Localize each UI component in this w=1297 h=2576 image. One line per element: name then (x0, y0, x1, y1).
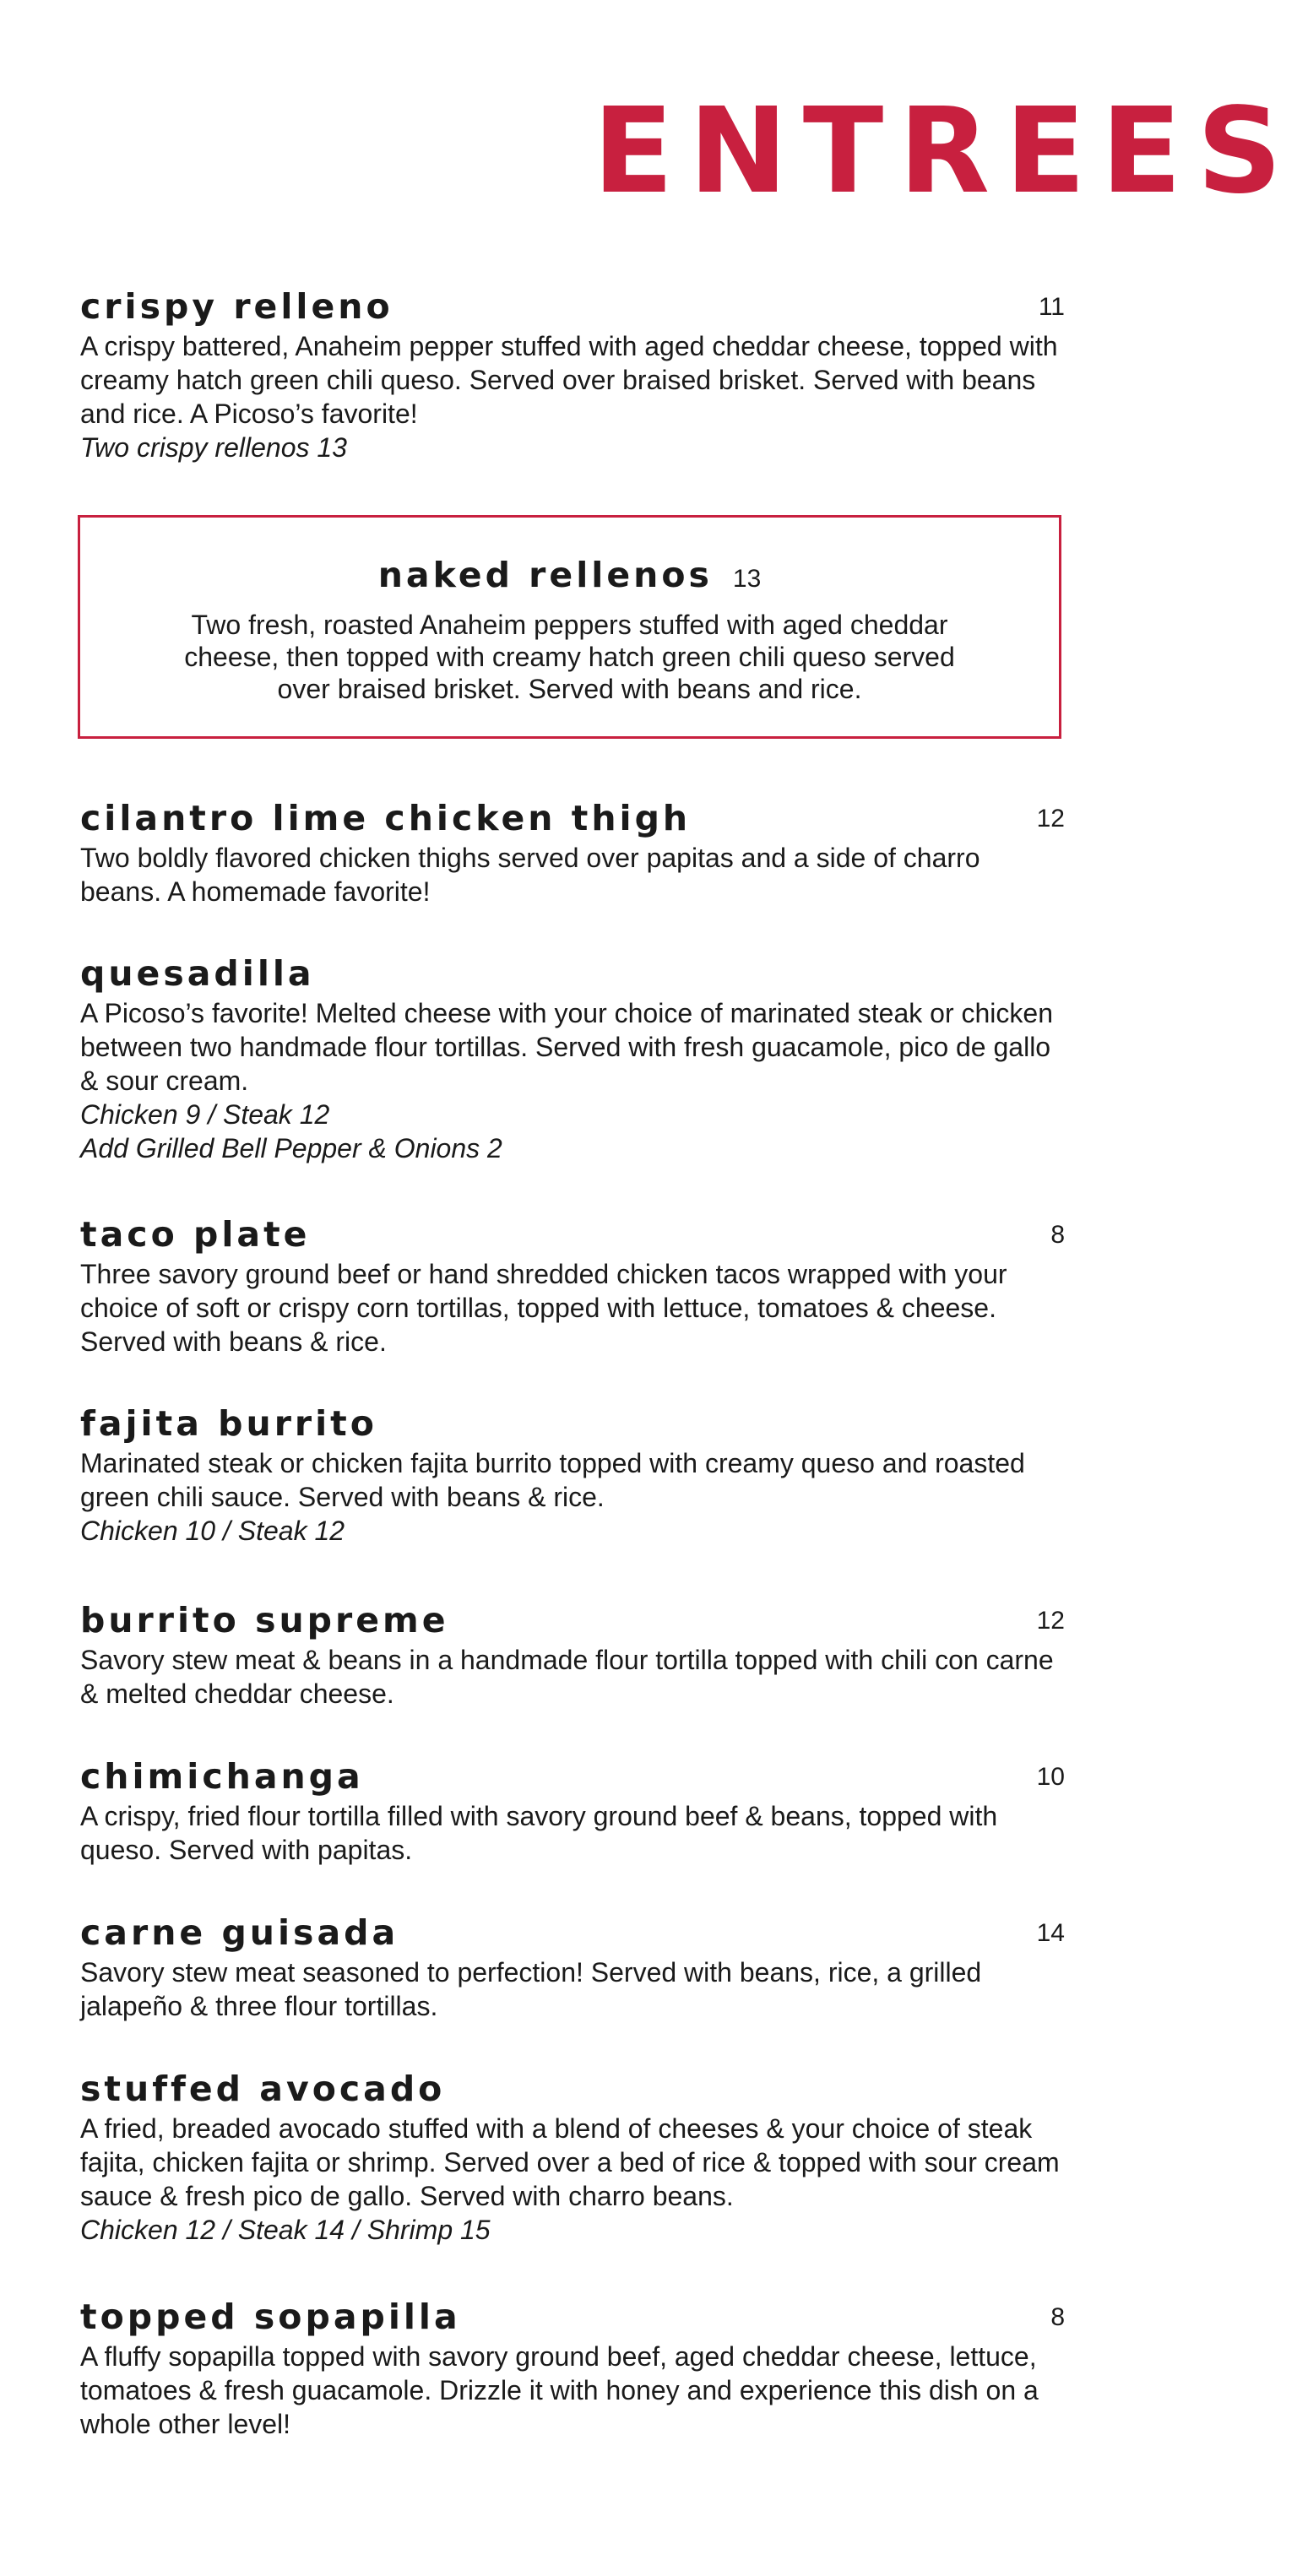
menu-item-price: 12 (1036, 1607, 1065, 1635)
menu-item-name: burrito supreme (80, 1600, 449, 1641)
menu-item-name: quesadilla (80, 953, 315, 994)
menu-item-addon: Add Grilled Bell Pepper & Onions 2 (80, 1133, 502, 1163)
menu-item-description: A crispy battered, Anaheim pepper stuffed with aged cheddar cheese, topped with creamy hatch green chili queso. Served over braised brisket. Served with beans and rice. A Picoso’s favorite! (80, 331, 1058, 429)
menu-item-price: 10 (1036, 1763, 1065, 1791)
menu-item-description: A crispy, fried flour tortilla filled with savory ground beef & beans, topped with queso. Served with papitas. (80, 1801, 998, 1865)
menu-item-description: Savory stew meat seasoned to perfection! Served with beans, rice, a grilled jalapeño & three flour tortillas. (80, 1957, 982, 2021)
menu-item-burrito-supreme (80, 1599, 1065, 1711)
menu-item-description: A fried, breaded avocado stuffed with a blend of cheeses & your choice of steak fajita, chicken fajita or shrimp. Served over a bed of rice & topped with sour cream sauce & fresh pico de gallo. Served with charro beans. (80, 2113, 1060, 2211)
menu-item-chimichanga (80, 1755, 1065, 1867)
menu-item-header (80, 797, 1065, 839)
menu-item-carne-guisada (80, 1912, 1065, 2023)
menu-item-header (80, 285, 1065, 328)
menu-item-name: stuffed avocado (80, 2069, 446, 2109)
menu-item-option: Chicken 12 / Steak 14 / Shrimp 15 (80, 2215, 491, 2245)
featured-item-price: 13 (732, 565, 762, 593)
menu-item-taco-plate (80, 1213, 1065, 1359)
menu-item-description: Three savory ground beef or hand shredded chicken tacos wrapped with your choice of soft or crispy corn tortillas, topped with lettuce, tomatoes & cheese. Served with beans & rice. (80, 1259, 1007, 1357)
menu-item-description: Marinated steak or chicken fajita burrito topped with creamy queso and roasted green chili sauce. Served with beans & rice. (80, 1448, 1025, 1512)
page-title: ENTREES (593, 83, 1297, 220)
menu-item-header (80, 1912, 1065, 1954)
menu-item-option: Chicken 9 / Steak 12 (80, 1099, 330, 1130)
menu-item-price: 14 (1036, 1919, 1065, 1947)
menu-item-description: A Picoso’s favorite! Melted cheese with your choice of marinated steak or chicken between two handmade flour tortillas. Served with fresh guacamole, pico de gallo & sour cream. (80, 998, 1053, 1096)
menu-item-description: A fluffy sopapilla topped with savory ground beef, aged cheddar cheese, lettuce, tomatoes & fresh guacamole. Drizzle it with honey and experience this dish on a whole other level! (80, 2341, 1039, 2439)
menu-item-option: Chicken 10 / Steak 12 (80, 1516, 345, 1546)
menu-item-price: 8 (1050, 1221, 1065, 1249)
menu-item-name: crispy relleno (80, 286, 393, 327)
menu-item-header (80, 2296, 1065, 2338)
menu-item-name: fajita burrito (80, 1403, 377, 1444)
featured-item-box (78, 515, 1061, 739)
menu-item-stuffed-avocado (80, 2068, 1065, 2247)
featured-item-header (80, 553, 1059, 597)
featured-item-name: naked rellenos (377, 555, 713, 595)
menu-item-header (80, 952, 1065, 995)
menu-item-description: Savory stew meat & beans in a handmade flour tortilla topped with chili con carne & melted cheddar cheese. (80, 1645, 1054, 1709)
menu-item-crispy-relleno (80, 285, 1065, 464)
menu-item-name: cilantro lime chicken thigh (80, 798, 692, 838)
menu-item-price: 12 (1036, 805, 1065, 832)
menu-item-name: taco plate (80, 1214, 311, 1255)
menu-item-header (80, 1213, 1065, 1255)
menu-item-cilantro-lime-chicken-thigh (80, 797, 1065, 908)
menu-item-option: Two crispy rellenos 13 (80, 432, 347, 463)
menu-item-topped-sopapilla (80, 2296, 1065, 2441)
menu-item-header (80, 1402, 1065, 1445)
menu-item-header (80, 2068, 1065, 2110)
menu-item-name: carne guisada (80, 1912, 399, 1953)
menu-item-header (80, 1599, 1065, 1641)
menu-item-name: topped sopapilla (80, 2297, 461, 2337)
menu-item-price: 8 (1050, 2303, 1065, 2331)
menu-item-quesadilla (80, 952, 1065, 1165)
featured-item-description: Two fresh, roasted Anaheim peppers stuffed with aged cheddar cheese, then topped with creamy hatch green chili queso served over braised brisket. Served with beans and rice. (184, 610, 955, 704)
menu-item-header (80, 1755, 1065, 1798)
menu-item-price: 11 (1038, 293, 1065, 321)
menu-item-name: chimichanga (80, 1756, 364, 1797)
menu-item-description: Two boldly flavored chicken thighs served over papitas and a side of charro beans. A homemade favorite! (80, 843, 980, 907)
menu-item-fajita-burrito (80, 1402, 1065, 1548)
